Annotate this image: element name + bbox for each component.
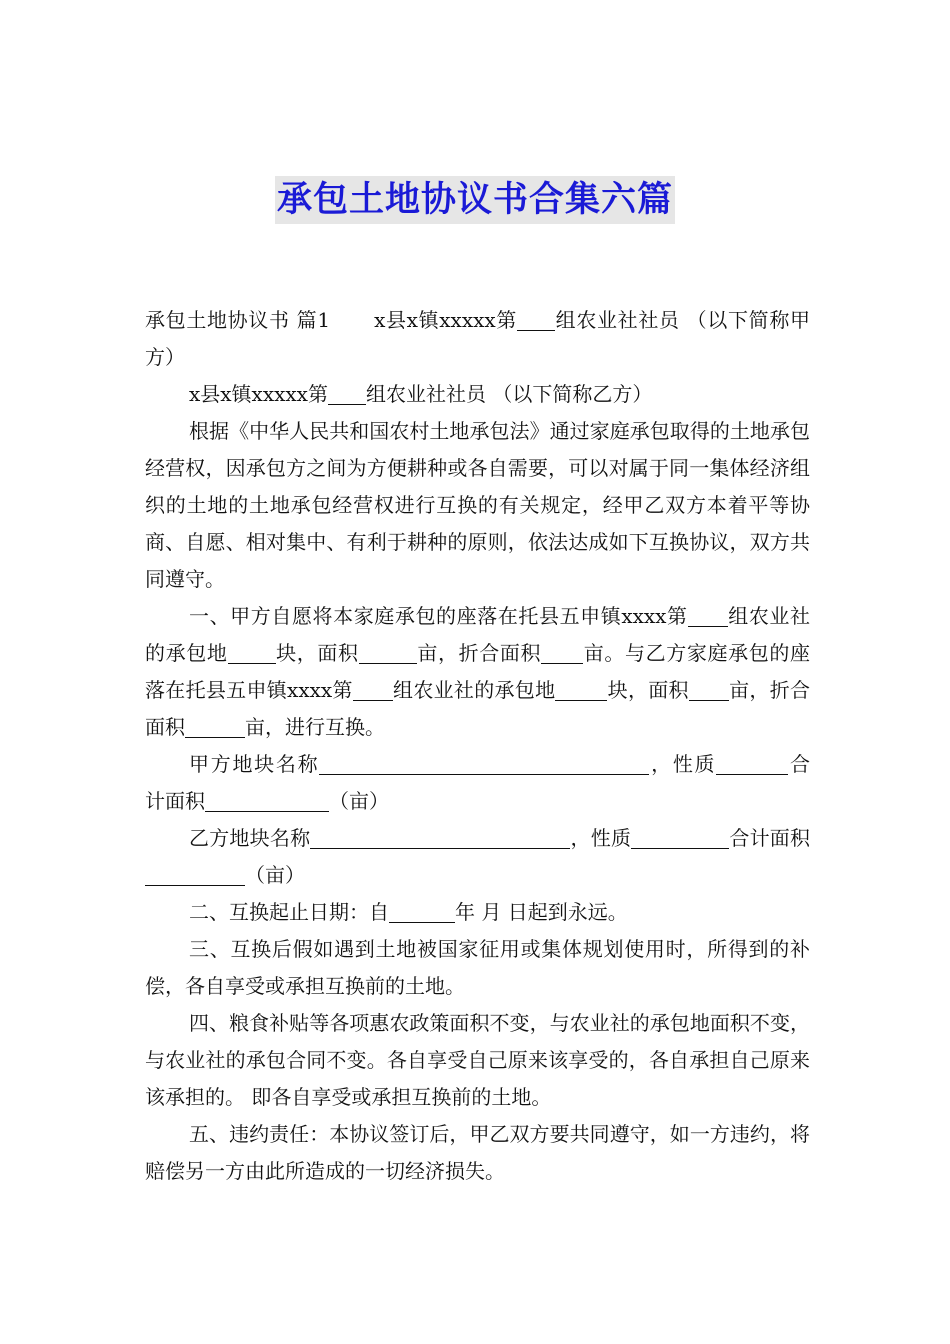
paragraph-party-b-plot: [145, 820, 810, 894]
blank-field: [359, 641, 417, 664]
plot-name-field[interactable]: [310, 826, 570, 849]
text-run: 亩，进行互换。: [245, 715, 385, 739]
plot-area-field[interactable]: [205, 789, 329, 812]
plot-area-field[interactable]: [145, 863, 245, 886]
text-run: 二、互换起止日期：自: [189, 900, 389, 924]
text-run: 组农业社的承包地: [392, 678, 556, 702]
blank-field: [228, 641, 276, 664]
blank-field: [555, 678, 607, 701]
paragraph-party-b: [145, 376, 810, 413]
text-run: 一、甲方自愿将本家庭承包的座落在托县五申镇xxxx第: [189, 604, 688, 628]
paragraph-clause-1: [145, 598, 810, 746]
text-run: 块，面积: [275, 641, 359, 665]
text-run: 乙方地块名称: [189, 826, 311, 850]
blank-field: [688, 604, 728, 627]
blank-field: [517, 308, 555, 331]
paragraph-preamble: 根据《中华人民共和国农村土地承包法》通过家庭承包取得的土地承包经营权，因承包方之间为方便耕种或各自需要，可以对属于同一集体经济组织的土地的土地承包经营权进行互换的有关规定，经甲乙双方本着平等协商、自愿、相对集中、有利于耕种的原则，依法达成如下互换协议，双方共同遵守。: [145, 419, 810, 591]
paragraph-clause-5: 五、违约责任：本协议签订后，甲乙双方要共同遵守，如一方违约，将赔偿另一方由此所造成的一切经济损失。: [145, 1122, 810, 1183]
blank-field: [353, 678, 393, 701]
text-run: ，性质: [649, 752, 717, 776]
text-run: 亩，折合面积: [145, 678, 811, 739]
text-run: 组农业社社员 （以下简称乙方）: [365, 382, 653, 406]
text-run: 亩，折合面积: [416, 641, 542, 665]
paragraph-party-a: [145, 302, 810, 376]
plot-nature-field[interactable]: [716, 752, 788, 775]
text-run: 甲方地块名称: [189, 752, 320, 776]
paragraph-clause-2: [145, 894, 810, 931]
plot-name-field[interactable]: [319, 752, 649, 775]
text-run: 合计面积: [729, 826, 811, 850]
plot-nature-field[interactable]: [631, 826, 729, 849]
text-run: ，性质: [570, 826, 632, 850]
section-heading: 承包土地协议书 篇1: [145, 308, 331, 332]
text-run: 组农业社社员 （以下简称甲方）: [145, 308, 810, 369]
paragraph-party-a-plot: [145, 746, 810, 820]
text-run: x县x镇xxxxx第: [374, 308, 517, 332]
blank-field: [328, 382, 366, 405]
text-run: （亩）: [245, 863, 305, 887]
text-run: 合计面积: [145, 752, 811, 813]
text-run: 块，面积: [607, 678, 689, 702]
title-container: [0, 176, 950, 224]
text-run: 亩。与乙方家庭承包的座落在托县五申镇xxxx第: [145, 641, 811, 702]
document-title: 承包土地协议书合集六篇: [275, 176, 675, 224]
document-body: [145, 302, 810, 1190]
blank-field: [185, 715, 245, 738]
paragraph-clause-4: 四、粮食补贴等各项惠农政策面积不变，与农业社的承包地面积不变，与农业社的承包合同不变。各自享受自己原来该享受的，各自承担自己原来该承担的。 即各自享受或承担互换前的土地。: [145, 1011, 810, 1109]
blank-field: [541, 641, 583, 664]
blank-field: [689, 678, 729, 701]
paragraph-clause-3: 三、互换后假如遇到土地被国家征用或集体规划使用时，所得到的补偿，各自享受或承担互换前的土地。: [145, 937, 810, 998]
text-run: x县x镇xxxxx第: [189, 382, 328, 406]
text-run: （亩）: [329, 789, 389, 813]
text-run: 组农业社的承包地: [145, 604, 810, 665]
text-run: 年 月 日起到永远。: [455, 900, 628, 924]
date-field[interactable]: [389, 900, 455, 923]
